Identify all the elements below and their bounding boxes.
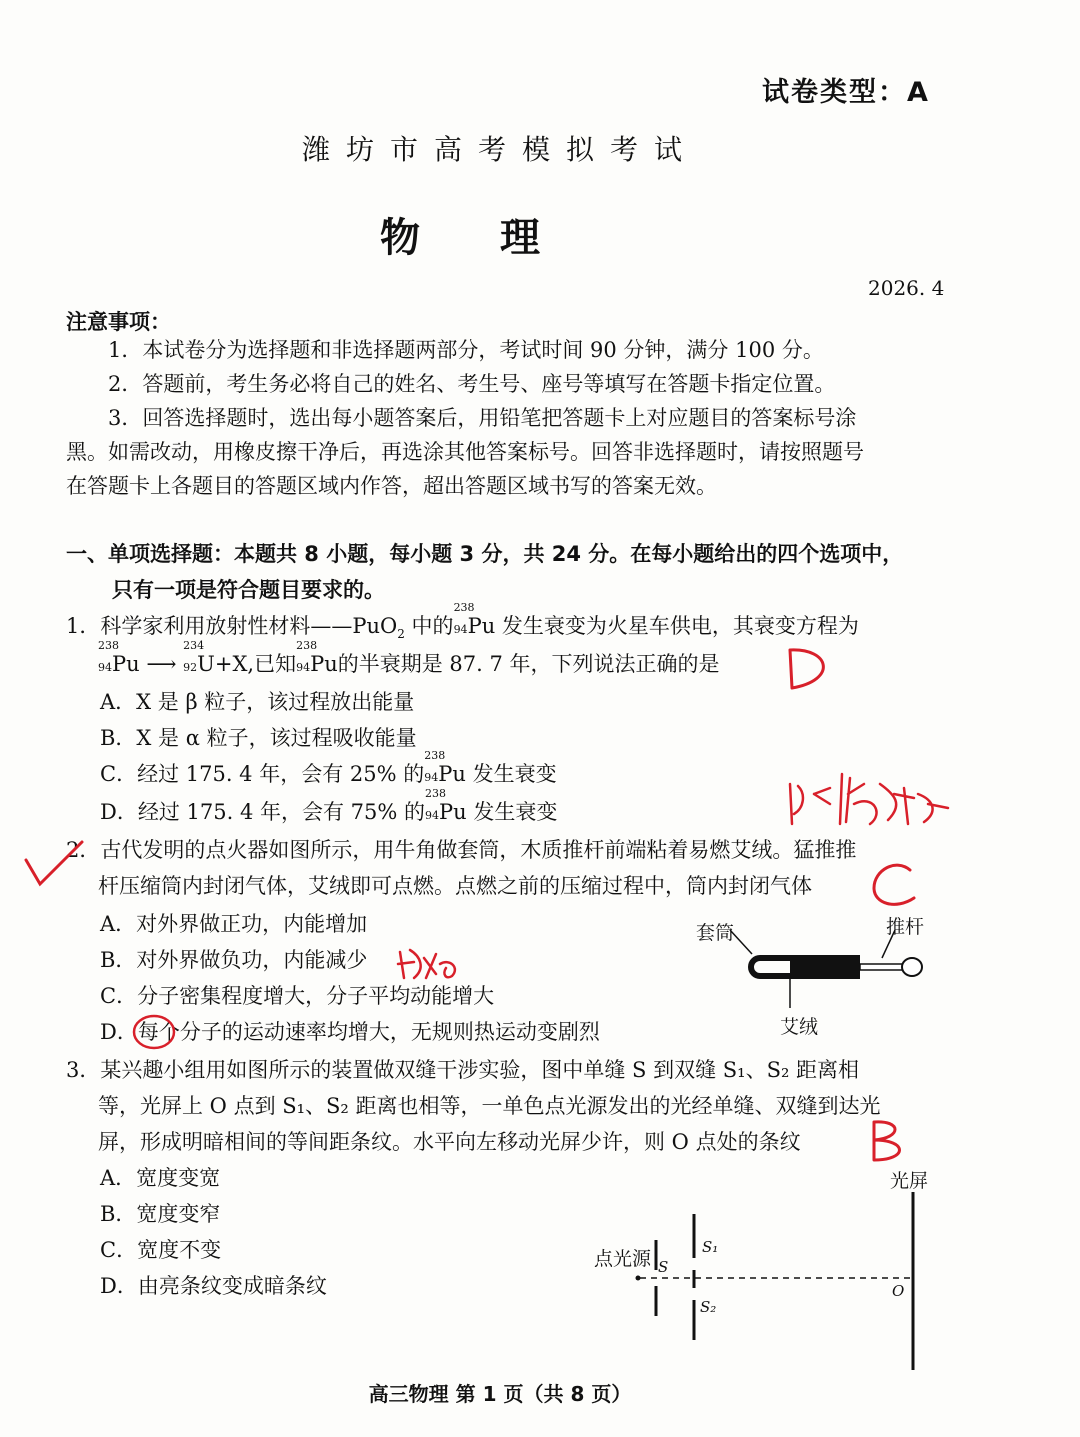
section-heading: 一、单项选择题：本题共 8 小题，每小题 3 分，共 24 分。在每小题给出的四个选项中， [66, 542, 904, 566]
fig-label-rod: 推杆 [886, 916, 925, 938]
subject-title: 物理 [380, 215, 620, 261]
q3-option-b: B．宽度变窄 [100, 1202, 221, 1226]
q2-option-a: A．对外界做正功，内能增加 [100, 912, 368, 936]
q1-text-line2c: 的半衰期是 87. 7 年，下列说法正确的是 [337, 652, 720, 676]
q1-option-c: C．经过 175. 4 年，会有 25% 的 238 94 Pu 发生衰变 [100, 756, 557, 792]
fig-label-tinder: 艾绒 [780, 1016, 819, 1038]
q3-option-d: D．由亮条纹变成暗条纹 [100, 1274, 327, 1298]
q2-option-d: D．每个分子的运动速率均增大，无规则热运动变剧烈 [100, 1020, 600, 1044]
note-item-2: 2．答题前，考生务必将自己的姓名、考生号、座号等填写在答题卡指定位置。 [108, 372, 836, 396]
handwritten-answer-b [866, 1118, 916, 1164]
q2-option-b: B．对外界做负功，内能减少 [100, 948, 368, 972]
handwritten-answer-c [866, 858, 926, 910]
q3-stem-line1: 3．某兴趣小组用如图所示的装置做双缝干涉实验，图中单缝 S 到双缝 S₁、S₂ 距离相 [66, 1058, 860, 1082]
nuclide-pu-5: 238 94 Pu [425, 787, 467, 824]
q1-text-c: 发生衰变为火星车供电，其衰变方程为 [495, 614, 859, 638]
notes-title: 注意事项： [66, 310, 171, 334]
note-item-3-cont-1: 黑。如需改动，用橡皮擦干净后，再选涂其他答案标号。回答非选择题时，请按照题号 [66, 440, 864, 464]
q3-option-a: A．宽度变宽 [100, 1166, 221, 1190]
q1-text-line2b: +X,已知 [214, 652, 297, 676]
fig-label-sleeve: 套筒 [696, 922, 735, 944]
q2-stem-line1: 2．古代发明的点火器如图所示，用牛角做套筒，木质推杆前端粘着易燃艾绒。猛推推 [66, 838, 857, 862]
section-heading-cont: 只有一项是符合题目要求的。 [112, 578, 385, 602]
double-slit-diagram [630, 1190, 930, 1375]
nuclide-pu-3: 238 94 Pu [296, 639, 338, 676]
nuclide-pu: 238 94 Pu [453, 601, 496, 638]
nuclide-u: 234 92 U [183, 639, 215, 676]
igniter-diagram [690, 930, 940, 1020]
q3-option-c: C．宽度不变 [100, 1238, 222, 1262]
exam-title: 潍坊市高考模拟考试 [301, 133, 698, 166]
fig-label-source: 点光源 [594, 1248, 652, 1270]
handwritten-note-1 [784, 764, 954, 834]
q1-stem-line2 [98, 639, 720, 682]
note-item-3: 3．回答选择题时，选出每小题答案后，用铅笔把答题卡上对应题目的答案标号涂 [108, 406, 857, 430]
nuclide-pu-4: 238 94 Pu [424, 749, 466, 786]
note-item-3-cont-2: 在答题卡上各题目的答题区域内作答，超出答题区域书写的答案无效。 [66, 474, 717, 498]
note-item-1: 1．本试卷分为选择题和非选择题两部分，考试时间 90 分钟，满分 100 分。 [108, 338, 824, 362]
paper-type: 试卷类型：A [762, 77, 930, 108]
q1-option-b: B．X 是 α 粒子，该过程吸收能量 [100, 726, 417, 750]
reaction-arrow: ⟶ [146, 652, 177, 676]
fig-label-o: O [892, 1282, 905, 1300]
fig-label-s: S [658, 1258, 669, 1276]
fig-label-screen: 光屏 [890, 1170, 929, 1192]
fig-label-s1: S₁ [702, 1238, 719, 1256]
q1-text-a: 1．科学家利用放射性材料——PuO [66, 614, 398, 638]
fig-label-s2: S₂ [700, 1298, 717, 1316]
q2-stem-line2: 杆压缩筒内封闭气体，艾绒即可点燃。点燃之前的压缩过程中，筒内封闭气体 [98, 874, 812, 898]
q1-text-b: 中的 [404, 614, 454, 638]
q1-sub: 2 [397, 627, 405, 642]
q3-stem-line3: 屏，形成明暗相间的等间距条纹。水平向左移动光屏少许，则 O 点处的条纹 [98, 1130, 801, 1154]
q1-option-d: D．经过 175. 4 年，会有 75% 的 238 94 Pu 发生衰变 [100, 794, 557, 830]
nuclide-pu-2: 238 94 Pu [98, 639, 140, 676]
q1-option-a: A．X 是 β 粒子，该过程放出能量 [100, 690, 415, 714]
exam-date: 2026. 4 [868, 276, 945, 300]
q2-option-c: C．分子密集程度增大，分子平均动能增大 [100, 984, 495, 1008]
q3-stem-line2: 等，光屏上 O 点到 S₁、S₂ 距离也相等，一单色点光源发出的光经单缝、双缝到达光 [98, 1094, 881, 1118]
page-footer: 高三物理 第 1 页（共 8 页） [368, 1382, 632, 1406]
